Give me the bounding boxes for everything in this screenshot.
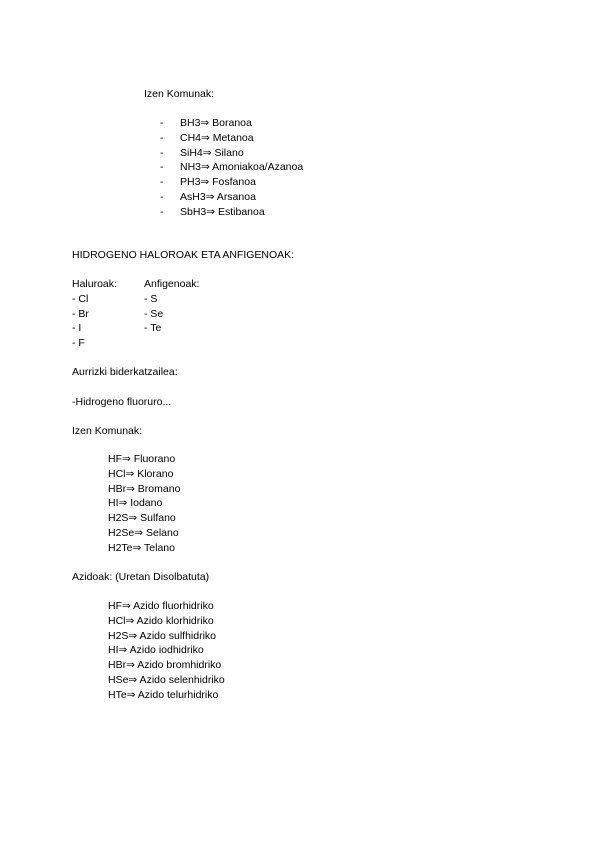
list-item: - F: [72, 337, 85, 350]
bullet: -: [160, 205, 164, 218]
list-item: H2Se⇒ Selano: [108, 526, 179, 539]
hydride-list: [180, 117, 303, 221]
list-item: - Se: [144, 307, 164, 320]
prefix-label: Aurrizki biderkatzailea:: [72, 366, 178, 378]
bullet: -: [160, 190, 164, 203]
list-item: HF⇒ Azido fluorhidriko: [108, 600, 214, 612]
list-item: - Te: [144, 322, 162, 335]
list-item: BH3⇒ Boranoa: [180, 117, 252, 129]
anfigenoak-column: [144, 278, 199, 337]
list-item: HSe⇒ Azido selenhidriko: [108, 673, 225, 686]
list-item: - Cl: [72, 292, 89, 305]
list-item: HCl⇒ Azido klorhidriko: [108, 614, 214, 627]
list-item: H2S⇒ Sulfano: [108, 512, 176, 525]
bullet: -: [160, 146, 164, 159]
list-item: H2S⇒ Azido sulfhidriko: [108, 629, 217, 642]
list-item: - Br: [72, 307, 89, 320]
acids-heading: Azidoak: (Uretan Disolbatuta): [72, 571, 210, 583]
list-item: H2Te⇒ Telano: [108, 541, 175, 554]
haluroak-column: [72, 278, 117, 352]
list-item: - I: [72, 322, 82, 335]
example-text: -Hidrogeno fluoruro...: [72, 396, 172, 408]
list-item: SiH4⇒ Silano: [180, 146, 244, 159]
section-heading-izen-komunak: Izen Komunak:: [144, 88, 215, 100]
common-names-list: [108, 453, 180, 557]
list-item: HCl⇒ Klorano: [108, 467, 174, 480]
list-item: HBr⇒ Azido bromhidriko: [108, 659, 222, 672]
list-item: HTe⇒ Azido telurhidriko: [108, 688, 219, 701]
list-item: SbH3⇒ Estibanoa: [180, 205, 265, 218]
list-item: - S: [144, 292, 158, 305]
list-item: HBr⇒ Bromano: [108, 482, 181, 495]
list-item: NH3⇒ Amoniakoa/Azanoa: [180, 161, 304, 174]
anfigenoak-title: Anfigenoak:: [144, 278, 200, 290]
common-names-heading: Izen Komunak:: [72, 425, 143, 437]
acids-list: [108, 600, 225, 704]
list-item: AsH3⇒ Arsanoa: [180, 190, 256, 203]
bullet: -: [160, 176, 164, 189]
list-item: HI⇒ Iodano: [108, 497, 163, 510]
bullet-column: [160, 117, 164, 221]
section-heading-haloroak: HIDROGENO HALOROAK ETA ANFIGENOAK:: [72, 249, 295, 261]
bullet: -: [160, 131, 164, 144]
list-item: PH3⇒ Fosfanoa: [180, 176, 256, 189]
list-item: HI⇒ Azido iodhidriko: [108, 644, 204, 657]
list-item: HF⇒ Fluorano: [108, 453, 176, 465]
haluroak-title: Haluroak:: [72, 278, 117, 290]
bullet: -: [160, 161, 164, 174]
bullet: -: [160, 117, 164, 129]
list-item: CH4⇒ Metanoa: [180, 131, 254, 144]
